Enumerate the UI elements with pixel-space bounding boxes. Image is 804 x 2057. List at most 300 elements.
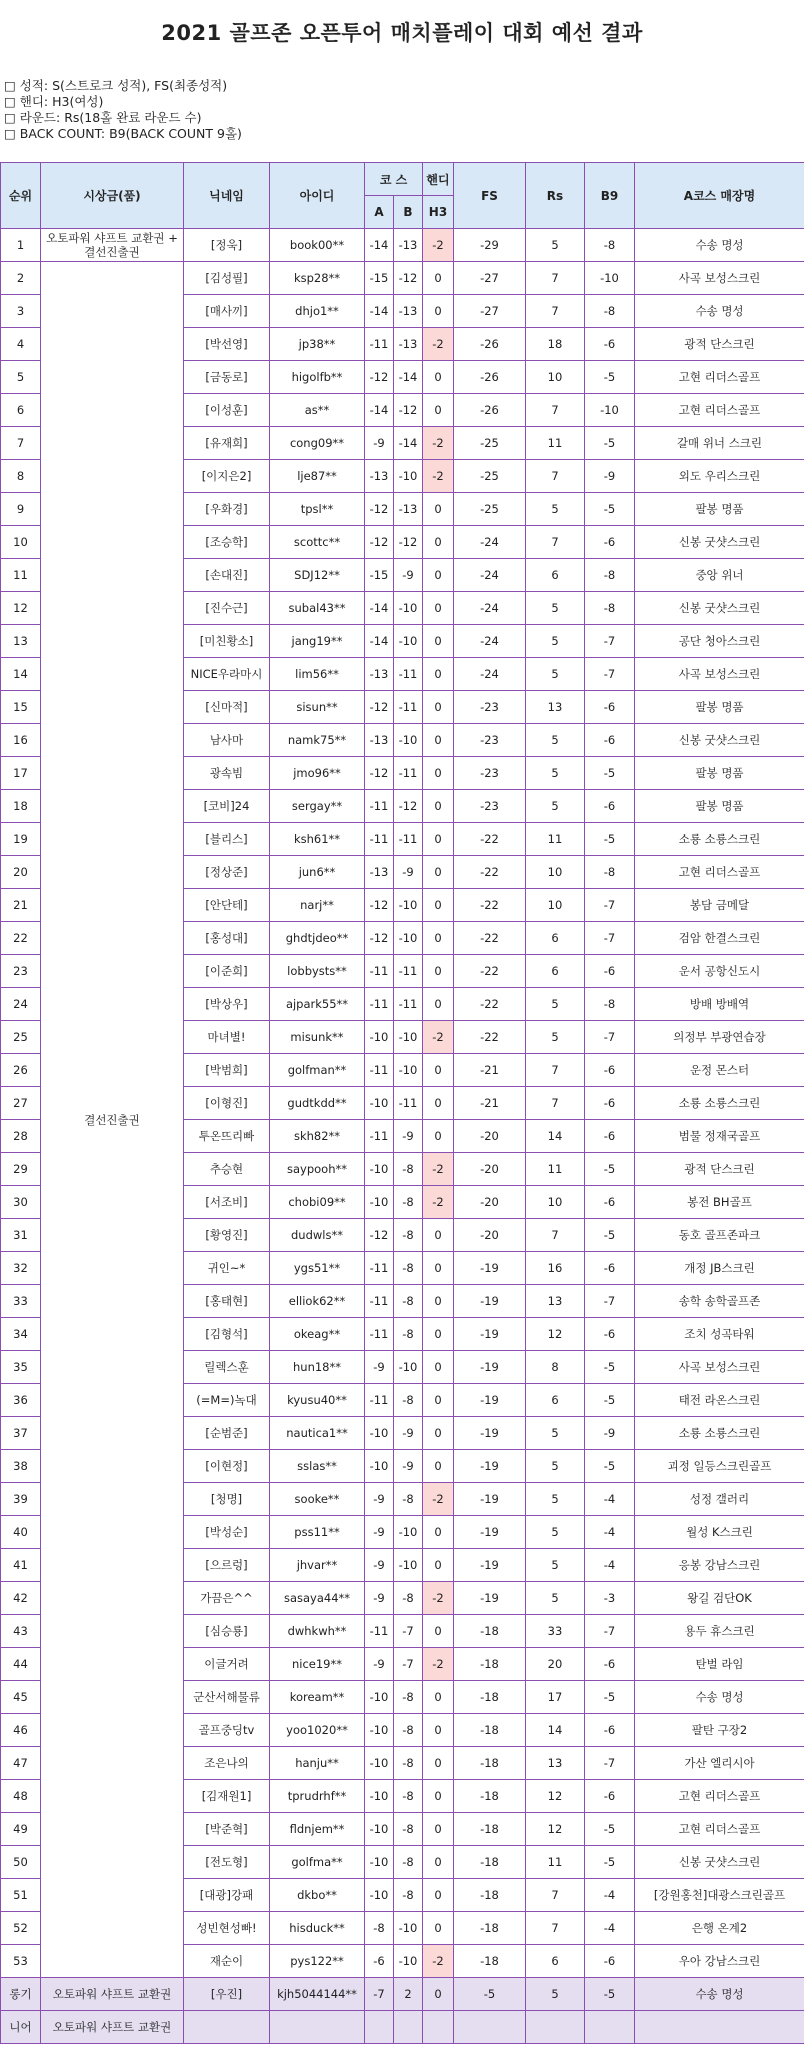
- id-cell: as**: [270, 394, 365, 427]
- fs-cell: -19: [454, 1285, 526, 1318]
- id-cell: nice19**: [270, 1648, 365, 1681]
- rs-cell: 6: [526, 1945, 585, 1978]
- h3-cell: -2: [423, 1021, 454, 1054]
- id-cell: tpsl**: [270, 493, 365, 526]
- rank-cell: 46: [1, 1714, 41, 1747]
- nickname-cell: [조승학]: [184, 526, 270, 559]
- rs-cell: 11: [526, 823, 585, 856]
- course-a-cell: -10: [365, 1153, 394, 1186]
- rs-cell: 10: [526, 856, 585, 889]
- rs-cell: 10: [526, 889, 585, 922]
- fs-cell: -22: [454, 823, 526, 856]
- id-cell: scottc**: [270, 526, 365, 559]
- course-a-cell: -12: [365, 1219, 394, 1252]
- fs-cell: -19: [454, 1252, 526, 1285]
- h3-cell: -2: [423, 1582, 454, 1615]
- fs-cell: -23: [454, 757, 526, 790]
- rank-cell: 50: [1, 1846, 41, 1879]
- rank-cell: 44: [1, 1648, 41, 1681]
- course-b-cell: -14: [394, 427, 423, 460]
- id-cell: lim56**: [270, 658, 365, 691]
- h3-cell: -2: [423, 1186, 454, 1219]
- rs-cell: 5: [526, 658, 585, 691]
- store-cell: 성정 갤러리: [635, 1483, 804, 1516]
- b9-cell: -8: [585, 592, 635, 625]
- rs-cell: 7: [526, 1219, 585, 1252]
- h3-cell: 0: [423, 1087, 454, 1120]
- id-cell: kyusu40**: [270, 1384, 365, 1417]
- store-cell: 광적 단스크린: [635, 1153, 804, 1186]
- b9-cell: -8: [585, 856, 635, 889]
- fs-cell: -19: [454, 1483, 526, 1516]
- id-cell: hisduck**: [270, 1912, 365, 1945]
- store-cell: 괴정 일등스크린골프: [635, 1450, 804, 1483]
- b9-cell: -6: [585, 1318, 635, 1351]
- store-cell: 송학 송학골프존: [635, 1285, 804, 1318]
- b9-cell: -8: [585, 295, 635, 328]
- fs-cell: -25: [454, 427, 526, 460]
- fs-cell: -19: [454, 1516, 526, 1549]
- rank-cell: 32: [1, 1252, 41, 1285]
- rank-cell: 31: [1, 1219, 41, 1252]
- id-cell: narj**: [270, 889, 365, 922]
- store-cell: 고현 리더스골프: [635, 1780, 804, 1813]
- id-cell: cong09**: [270, 427, 365, 460]
- id-cell: ygs51**: [270, 1252, 365, 1285]
- store-cell: 팔봉 명품: [635, 757, 804, 790]
- course-a-cell: -14: [365, 295, 394, 328]
- rs-cell: 7: [526, 460, 585, 493]
- h3-cell: 0: [423, 1714, 454, 1747]
- course-b-cell: -13: [394, 328, 423, 361]
- h3-cell: 0: [423, 691, 454, 724]
- h3-cell: 0: [423, 1417, 454, 1450]
- h3-cell: 0: [423, 1747, 454, 1780]
- h3-cell: 0: [423, 1120, 454, 1153]
- rank-cell: 53: [1, 1945, 41, 1978]
- store-cell: 수송 명성: [635, 295, 804, 328]
- h3-cell: 0: [423, 1780, 454, 1813]
- id-cell: sasaya44**: [270, 1582, 365, 1615]
- header-store: A코스 매장명: [635, 163, 804, 229]
- rank-cell: 29: [1, 1153, 41, 1186]
- course-b-cell: -12: [394, 394, 423, 427]
- rs-cell: 5: [526, 988, 585, 1021]
- h3-cell: 0: [423, 823, 454, 856]
- course-a-cell: -11: [365, 1285, 394, 1318]
- course-a-cell: -12: [365, 757, 394, 790]
- store-cell: 외도 우리스크린: [635, 460, 804, 493]
- rs-cell: 5: [526, 1582, 585, 1615]
- store-cell: 방배 방배역: [635, 988, 804, 1021]
- fs-cell: -23: [454, 691, 526, 724]
- rank-cell: 6: [1, 394, 41, 427]
- course-a-cell: -10: [365, 1747, 394, 1780]
- course-b-cell: -9: [394, 1417, 423, 1450]
- rank-cell: 33: [1, 1285, 41, 1318]
- b9-cell: -8: [585, 229, 635, 262]
- course-b-cell: -8: [394, 1813, 423, 1846]
- fs-cell: -27: [454, 295, 526, 328]
- h3-cell: 0: [423, 889, 454, 922]
- b9-cell: -3: [585, 1582, 635, 1615]
- course-b-cell: -8: [394, 1747, 423, 1780]
- store-cell: 신봉 굿샷스크린: [635, 526, 804, 559]
- course-a-cell: -10: [365, 1714, 394, 1747]
- store-cell: 범물 정재국골프: [635, 1120, 804, 1153]
- fs-cell: -18: [454, 1714, 526, 1747]
- rank-cell: 39: [1, 1483, 41, 1516]
- fs-cell: -18: [454, 1912, 526, 1945]
- header-h3: H3: [423, 196, 454, 229]
- h3-cell: 0: [423, 526, 454, 559]
- course-a-cell: [365, 2011, 394, 2044]
- h3-cell: 0: [423, 1252, 454, 1285]
- b9-cell: -6: [585, 1252, 635, 1285]
- b9-cell: -6: [585, 1945, 635, 1978]
- rs-cell: 14: [526, 1714, 585, 1747]
- fs-cell: -18: [454, 1747, 526, 1780]
- store-cell: 신봉 굿샷스크린: [635, 592, 804, 625]
- nickname-cell: [이형진]: [184, 1087, 270, 1120]
- h3-cell: 0: [423, 1846, 454, 1879]
- id-cell: skh82**: [270, 1120, 365, 1153]
- fs-cell: -26: [454, 328, 526, 361]
- rank-cell: 47: [1, 1747, 41, 1780]
- store-cell: 탄벌 라임: [635, 1648, 804, 1681]
- b9-cell: -6: [585, 1186, 635, 1219]
- h3-cell: 0: [423, 1549, 454, 1582]
- id-cell: elliok62**: [270, 1285, 365, 1318]
- nickname-cell: [박성순]: [184, 1516, 270, 1549]
- rank-cell: 1: [1, 229, 41, 262]
- fs-cell: -18: [454, 1879, 526, 1912]
- id-cell: sisun**: [270, 691, 365, 724]
- id-cell: subal43**: [270, 592, 365, 625]
- course-b-cell: -8: [394, 1153, 423, 1186]
- header-course: 코 스: [365, 163, 423, 196]
- rs-cell: 5: [526, 592, 585, 625]
- h3-cell: 0: [423, 1384, 454, 1417]
- page-title: 2021 골프존 오픈투어 매치플레이 대회 예선 결과: [161, 21, 643, 45]
- course-a-cell: -12: [365, 361, 394, 394]
- course-a-cell: -11: [365, 1384, 394, 1417]
- id-cell: sslas**: [270, 1450, 365, 1483]
- nickname-cell: [미친황소]: [184, 625, 270, 658]
- store-cell: 우아 강남스크린: [635, 1945, 804, 1978]
- course-b-cell: -10: [394, 1054, 423, 1087]
- course-b-cell: -13: [394, 229, 423, 262]
- b9-cell: -9: [585, 460, 635, 493]
- nickname-cell: [박상우]: [184, 988, 270, 1021]
- fs-cell: -19: [454, 1549, 526, 1582]
- h3-cell: 0: [423, 1912, 454, 1945]
- rank-cell: 49: [1, 1813, 41, 1846]
- fs-cell: -20: [454, 1219, 526, 1252]
- id-cell: jang19**: [270, 625, 365, 658]
- note-backcount: □ BACK COUNT: B9(BACK COUNT 9홀): [4, 126, 242, 141]
- h3-cell: -2: [423, 328, 454, 361]
- fs-cell: -29: [454, 229, 526, 262]
- fs-cell: -21: [454, 1087, 526, 1120]
- header-course-a: A: [365, 196, 394, 229]
- id-cell: sooke**: [270, 1483, 365, 1516]
- rs-cell: 12: [526, 1780, 585, 1813]
- nickname-cell: [대광]강패: [184, 1879, 270, 1912]
- h3-cell: 0: [423, 1450, 454, 1483]
- id-cell: ajpark55**: [270, 988, 365, 1021]
- fs-cell: -22: [454, 988, 526, 1021]
- nickname-cell: NICE우라마시: [184, 658, 270, 691]
- course-a-cell: -8: [365, 1912, 394, 1945]
- rank-cell: 34: [1, 1318, 41, 1351]
- fs-cell: -24: [454, 559, 526, 592]
- h3-cell: 0: [423, 394, 454, 427]
- store-cell: 고현 리더스골프: [635, 361, 804, 394]
- nickname-cell: [매사끼]: [184, 295, 270, 328]
- fs-cell: -22: [454, 889, 526, 922]
- nickname-cell: 이글거려: [184, 1648, 270, 1681]
- rs-cell: 33: [526, 1615, 585, 1648]
- h3-cell: -2: [423, 460, 454, 493]
- b9-cell: -4: [585, 1549, 635, 1582]
- course-a-cell: -12: [365, 526, 394, 559]
- id-cell: jp38**: [270, 328, 365, 361]
- rs-cell: 10: [526, 361, 585, 394]
- b9-cell: -6: [585, 1120, 635, 1153]
- fs-cell: -19: [454, 1582, 526, 1615]
- h3-cell: -2: [423, 427, 454, 460]
- rs-cell: 5: [526, 1483, 585, 1516]
- b9-cell: -7: [585, 889, 635, 922]
- h3-cell: 0: [423, 1516, 454, 1549]
- note-score: □ 성적: S(스트로크 성적), FS(최종성적): [4, 78, 228, 93]
- store-cell: 용두 휴스크린: [635, 1615, 804, 1648]
- h3-cell: 0: [423, 1615, 454, 1648]
- b9-cell: -5: [585, 1351, 635, 1384]
- id-cell: fldnjem**: [270, 1813, 365, 1846]
- course-b-cell: -13: [394, 295, 423, 328]
- nickname-cell: 추승현: [184, 1153, 270, 1186]
- store-cell: 봉전 BH골프: [635, 1186, 804, 1219]
- fs-cell: -19: [454, 1351, 526, 1384]
- id-cell: golfma**: [270, 1846, 365, 1879]
- b9-cell: -4: [585, 1912, 635, 1945]
- id-cell: misunk**: [270, 1021, 365, 1054]
- store-cell: 사곡 보성스크린: [635, 1351, 804, 1384]
- course-b-cell: -8: [394, 1384, 423, 1417]
- rank-cell: 41: [1, 1549, 41, 1582]
- course-b-cell: -8: [394, 1681, 423, 1714]
- course-b-cell: -8: [394, 1285, 423, 1318]
- b9-cell: -9: [585, 1417, 635, 1450]
- nickname-cell: 남사마: [184, 724, 270, 757]
- header-course-b: B: [394, 196, 423, 229]
- rs-cell: 5: [526, 229, 585, 262]
- rank-cell: 22: [1, 922, 41, 955]
- rank-cell: 27: [1, 1087, 41, 1120]
- b9-cell: -7: [585, 625, 635, 658]
- course-b-cell: -8: [394, 1252, 423, 1285]
- fs-cell: -18: [454, 1615, 526, 1648]
- course-b-cell: -10: [394, 724, 423, 757]
- id-cell: [270, 2011, 365, 2044]
- rank-cell: 51: [1, 1879, 41, 1912]
- course-b-cell: -14: [394, 361, 423, 394]
- course-b-cell: -10: [394, 1945, 423, 1978]
- fs-cell: -20: [454, 1153, 526, 1186]
- nickname-cell: [박선영]: [184, 328, 270, 361]
- nickname-cell: [정상준]: [184, 856, 270, 889]
- rank-cell: 7: [1, 427, 41, 460]
- h3-cell: 0: [423, 592, 454, 625]
- b9-cell: -5: [585, 427, 635, 460]
- h3-cell: 0: [423, 856, 454, 889]
- course-a-cell: -10: [365, 1780, 394, 1813]
- h3-cell: 0: [423, 1054, 454, 1087]
- b9-cell: -7: [585, 1021, 635, 1054]
- course-a-cell: -9: [365, 1648, 394, 1681]
- award-type-cell: 니어: [1, 2011, 41, 2044]
- rank-cell: 4: [1, 328, 41, 361]
- store-cell: 소룡 소룡스크린: [635, 1417, 804, 1450]
- award-type-cell: 롱기: [1, 1978, 41, 2011]
- course-a-cell: -13: [365, 658, 394, 691]
- h3-cell: 0: [423, 1285, 454, 1318]
- course-a-cell: -14: [365, 394, 394, 427]
- nickname-cell: [박범희]: [184, 1054, 270, 1087]
- course-b-cell: -8: [394, 1219, 423, 1252]
- nickname-cell: [박준혁]: [184, 1813, 270, 1846]
- course-b-cell: -11: [394, 1087, 423, 1120]
- nickname-cell: [손대진]: [184, 559, 270, 592]
- h3-cell: 0: [423, 1978, 454, 2011]
- header-prize: 시상금(품): [41, 163, 184, 229]
- course-b-cell: -13: [394, 493, 423, 526]
- store-cell: 수송 명성: [635, 1978, 804, 2011]
- fs-cell: -24: [454, 625, 526, 658]
- fs-cell: -5: [454, 1978, 526, 2011]
- b9-cell: -10: [585, 394, 635, 427]
- rank-cell: 16: [1, 724, 41, 757]
- course-a-cell: -10: [365, 1813, 394, 1846]
- course-a-cell: -11: [365, 955, 394, 988]
- nickname-cell: [김형석]: [184, 1318, 270, 1351]
- rs-cell: 7: [526, 295, 585, 328]
- course-a-cell: -15: [365, 559, 394, 592]
- store-cell: 신봉 굿샷스크린: [635, 724, 804, 757]
- fs-cell: -18: [454, 1813, 526, 1846]
- course-b-cell: -10: [394, 625, 423, 658]
- fs-cell: -26: [454, 361, 526, 394]
- course-b-cell: -10: [394, 1549, 423, 1582]
- store-cell: 왕길 검단OK: [635, 1582, 804, 1615]
- rank-cell: 43: [1, 1615, 41, 1648]
- b9-cell: -5: [585, 1384, 635, 1417]
- rank-cell: 37: [1, 1417, 41, 1450]
- rs-cell: 5: [526, 790, 585, 823]
- rs-cell: 7: [526, 1087, 585, 1120]
- course-b-cell: -8: [394, 1186, 423, 1219]
- b9-cell: -7: [585, 1285, 635, 1318]
- rs-cell: 7: [526, 1054, 585, 1087]
- nickname-cell: 마녀별!: [184, 1021, 270, 1054]
- id-cell: dwhkwh**: [270, 1615, 365, 1648]
- course-b-cell: -8: [394, 1582, 423, 1615]
- fs-cell: -18: [454, 1846, 526, 1879]
- rs-cell: 12: [526, 1813, 585, 1846]
- course-b-cell: -10: [394, 889, 423, 922]
- b9-cell: -5: [585, 1681, 635, 1714]
- rank-cell: 24: [1, 988, 41, 1021]
- fs-cell: -25: [454, 460, 526, 493]
- id-cell: koream**: [270, 1681, 365, 1714]
- b9-cell: -6: [585, 691, 635, 724]
- course-a-cell: -9: [365, 427, 394, 460]
- b9-cell: -6: [585, 526, 635, 559]
- course-a-cell: -12: [365, 889, 394, 922]
- h3-cell: 0: [423, 988, 454, 1021]
- fs-cell: -22: [454, 955, 526, 988]
- id-cell: jun6**: [270, 856, 365, 889]
- id-cell: dkbo**: [270, 1879, 365, 1912]
- h3-cell: 0: [423, 295, 454, 328]
- b9-cell: -7: [585, 1747, 635, 1780]
- fs-cell: -19: [454, 1384, 526, 1417]
- h3-cell: 0: [423, 757, 454, 790]
- course-b-cell: -11: [394, 955, 423, 988]
- store-cell: 운정 몬스터: [635, 1054, 804, 1087]
- b9-cell: -10: [585, 262, 635, 295]
- fs-cell: -22: [454, 922, 526, 955]
- header-rs: Rs: [526, 163, 585, 229]
- course-a-cell: -11: [365, 1318, 394, 1351]
- id-cell: saypooh**: [270, 1153, 365, 1186]
- b9-cell: -6: [585, 1054, 635, 1087]
- store-cell: 팔봉 명품: [635, 493, 804, 526]
- b9-cell: -5: [585, 823, 635, 856]
- b9-cell: -5: [585, 1153, 635, 1186]
- course-b-cell: -8: [394, 1318, 423, 1351]
- course-a-cell: -10: [365, 1879, 394, 1912]
- id-cell: dudwls**: [270, 1219, 365, 1252]
- b9-cell: -5: [585, 1978, 635, 2011]
- nickname-cell: [이준희]: [184, 955, 270, 988]
- rank-cell: 48: [1, 1780, 41, 1813]
- nickname-cell: [정욱]: [184, 229, 270, 262]
- nickname-cell: [184, 2011, 270, 2044]
- store-cell: 사곡 보성스크린: [635, 658, 804, 691]
- nickname-cell: [심승룡]: [184, 1615, 270, 1648]
- nickname-cell: 군산서해물류: [184, 1681, 270, 1714]
- b9-cell: -6: [585, 724, 635, 757]
- nickname-cell: [우진]: [184, 1978, 270, 2011]
- h3-cell: -2: [423, 229, 454, 262]
- b9-cell: -5: [585, 1450, 635, 1483]
- rs-cell: 5: [526, 1978, 585, 2011]
- rank-cell: 26: [1, 1054, 41, 1087]
- rank-cell: 23: [1, 955, 41, 988]
- course-a-cell: -11: [365, 823, 394, 856]
- rank-cell: 36: [1, 1384, 41, 1417]
- nickname-cell: [진수근]: [184, 592, 270, 625]
- course-b-cell: -10: [394, 592, 423, 625]
- fs-cell: -27: [454, 262, 526, 295]
- b9-cell: -5: [585, 757, 635, 790]
- h3-cell: 0: [423, 1351, 454, 1384]
- id-cell: golfman**: [270, 1054, 365, 1087]
- id-cell: hanju**: [270, 1747, 365, 1780]
